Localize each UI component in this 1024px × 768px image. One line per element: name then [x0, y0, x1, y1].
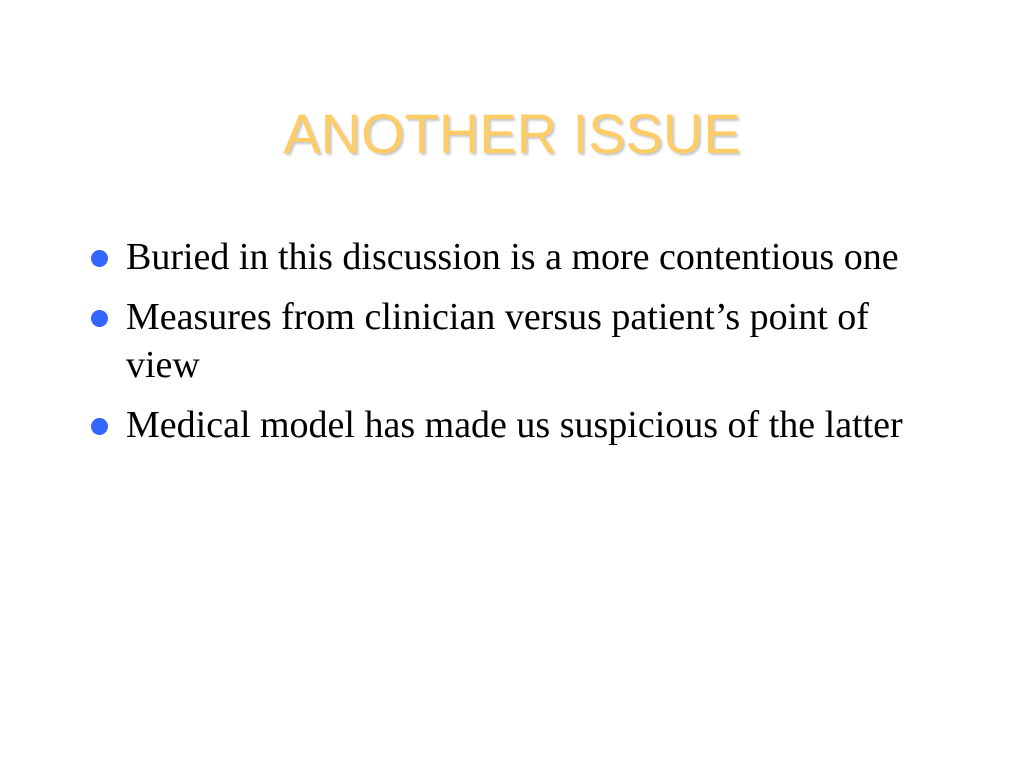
bullet-item	[90, 233, 920, 281]
bullet-text: Measures from clinician versus patient’s point of view	[126, 296, 869, 386]
bullet-dot-icon	[91, 250, 108, 267]
bullet-list	[90, 233, 920, 461]
bullet-dot-icon	[91, 418, 108, 435]
bullet-text: Medical model has made us suspicious of the latter	[126, 404, 903, 446]
bullet-item	[90, 293, 920, 389]
slide-title: ANOTHER ISSUE	[283, 102, 741, 165]
bullet-text: Buried in this discussion is a more contentious one	[126, 236, 899, 278]
bullet-dot-icon	[91, 310, 108, 327]
bullet-item	[90, 401, 920, 449]
